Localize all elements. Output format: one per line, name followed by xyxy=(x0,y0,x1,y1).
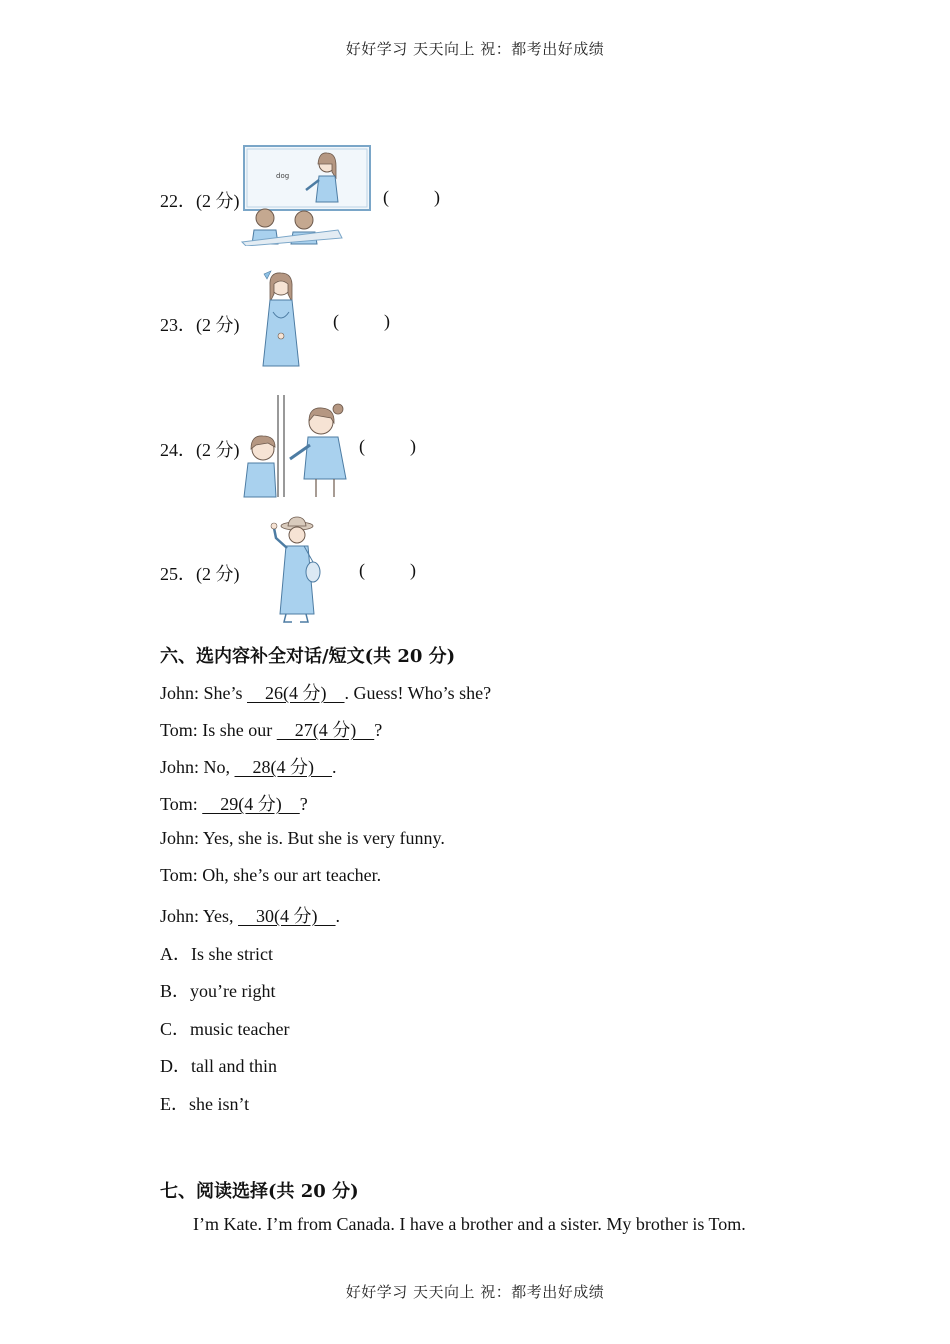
option-e: E．she isn’t xyxy=(160,1094,250,1114)
dialogue-line: Tom: Is she our 27(4 分) ? xyxy=(160,720,383,740)
answer-blank-23[interactable]: ( ) xyxy=(333,311,390,331)
page-footer: 好好学习 天天向上 祝：都考出好成绩 xyxy=(345,1283,605,1301)
question-25-label: 25．(2 分) xyxy=(160,564,240,584)
dialogue-line: Tom: 29(4 分) ? xyxy=(160,794,308,814)
board-word: dog xyxy=(276,172,290,180)
woman-waving-illustration xyxy=(268,516,324,624)
option-c: C．music teacher xyxy=(160,1019,290,1039)
answer-blank-25[interactable]: ( ) xyxy=(359,560,416,580)
answer-blank-24[interactable]: ( ) xyxy=(359,436,416,456)
page-header: 好好学习 天天向上 祝：都考出好成绩 xyxy=(345,40,605,58)
option-b: B．you’re right xyxy=(160,981,276,1001)
question-23-label: 23．(2 分) xyxy=(160,315,240,335)
reading-paragraph: I’m Kate. I’m from Canada. I have a brother and a sister. My brother is Tom. xyxy=(193,1214,746,1234)
option-a: A．Is she strict xyxy=(160,944,273,964)
blank-28[interactable]: 28(4 分) xyxy=(234,757,333,777)
boy-and-teacher-illustration xyxy=(238,393,354,499)
dialogue-line: John: No, 28(4 分) . xyxy=(160,757,337,777)
question-22-label: 22．(2 分) xyxy=(160,191,240,211)
blank-29[interactable]: 29(4 分) xyxy=(202,794,300,814)
classroom-teacher-illustration xyxy=(238,142,376,246)
section-6-title: 六、选内容补全对话/短文(共 20 分) xyxy=(160,646,456,667)
blank-30[interactable]: 30(4 分) xyxy=(238,906,336,926)
dialogue-line: John: She’s 26(4 分) . Guess! Who’s she? xyxy=(160,683,492,703)
girl-standing-illustration xyxy=(257,268,305,370)
answer-blank-22[interactable]: ( ) xyxy=(383,187,440,207)
dialogue-line: Tom: Oh, she’s our art teacher. xyxy=(160,865,382,885)
section-7-title: 七、阅读选择(共 20 分) xyxy=(160,1181,359,1202)
question-24-label: 24．(2 分) xyxy=(160,440,240,460)
dialogue-line: John: Yes, 30(4 分) . xyxy=(160,906,341,926)
dialogue-line: John: Yes, she is. But she is very funny. xyxy=(160,828,445,848)
blank-26[interactable]: 26(4 分) xyxy=(247,683,345,703)
blank-27[interactable]: 27(4 分) xyxy=(276,720,375,740)
option-d: D．tall and thin xyxy=(160,1056,277,1076)
